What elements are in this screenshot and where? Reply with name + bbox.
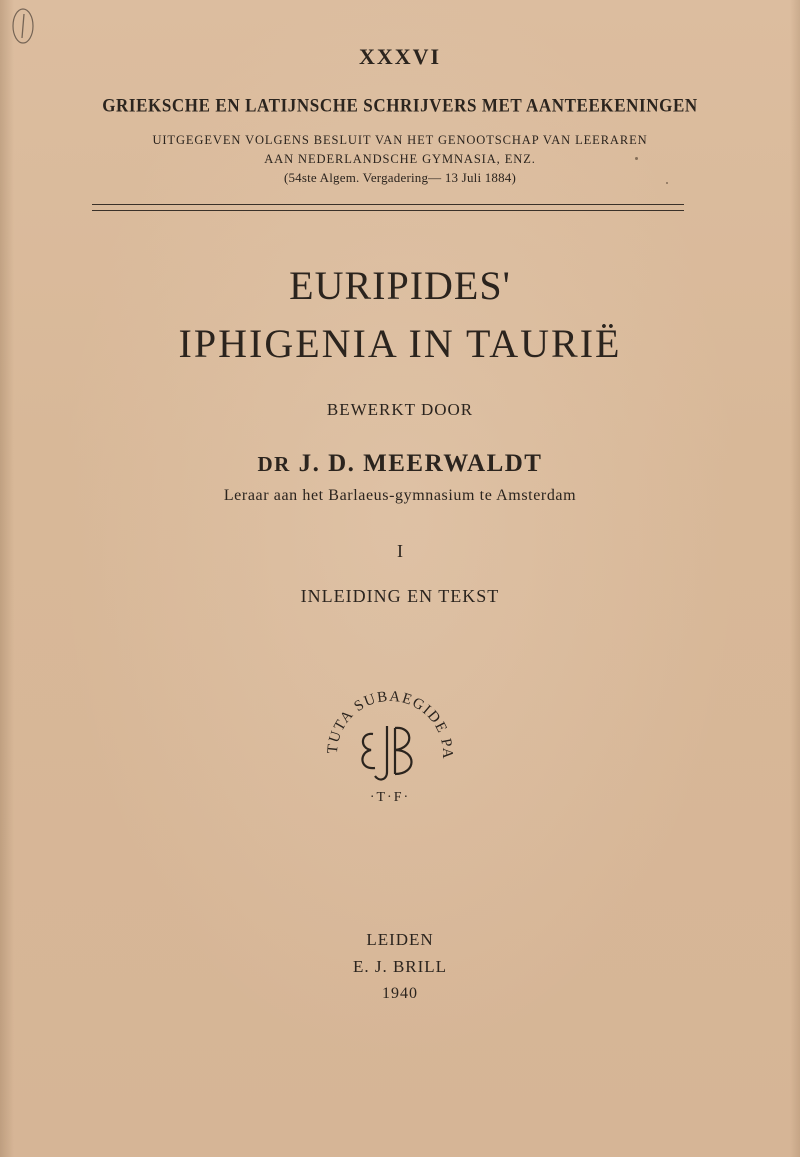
publisher-emblem xyxy=(315,676,465,816)
volume-number: I xyxy=(397,541,403,561)
book-title-line1: EURIPIDES' xyxy=(289,263,511,308)
paper-speck xyxy=(666,182,668,184)
divider-rule xyxy=(92,210,684,211)
imprint-publisher: E. J. BRILL xyxy=(352,957,448,976)
series-subtitle-line1: UITGEGEVEN VOLGENS BESLUIT VAN HET GENOOTSCHAP VAN LEERAREN xyxy=(152,133,648,147)
imprint-city: LEIDEN xyxy=(366,930,434,949)
svg-text:·T·F·: ·T·F· xyxy=(369,790,411,805)
divider-rule xyxy=(92,204,684,205)
series-subtitle-line3: (54ste Algem. Vergadering— 13 Juli 1884) xyxy=(283,170,517,185)
series-number: XXXVI xyxy=(358,44,442,69)
imprint-year: 1940 xyxy=(382,985,418,1002)
pencil-annotation xyxy=(10,6,36,46)
book-title-line2: IPHIGENIA IN TAURIË xyxy=(178,321,622,366)
author-name: J. D. MEERWALDT xyxy=(298,450,543,477)
author-prefix: DR xyxy=(257,452,291,476)
part-title: INLEIDING EN TEKST xyxy=(300,586,500,606)
series-subtitle-line2: AAN NEDERLANDSCHE GYMNASIA, ENZ. xyxy=(264,152,536,166)
paper-speck xyxy=(635,157,638,160)
svg-text:TUTA SUBAEGIDE PALLAS: TUTA SUBAEGIDE PA xyxy=(324,688,456,760)
author-affiliation: Leraar aan het Barlaeus-gymnasium te Amsterdam xyxy=(223,487,577,504)
edited-by-label: BEWERKT DOOR xyxy=(326,400,474,419)
series-title: GRIEKSCHE EN LATIJNSCHE SCHRIJVERS MET AANTEEKENINGEN xyxy=(102,95,698,116)
author xyxy=(0,450,800,478)
